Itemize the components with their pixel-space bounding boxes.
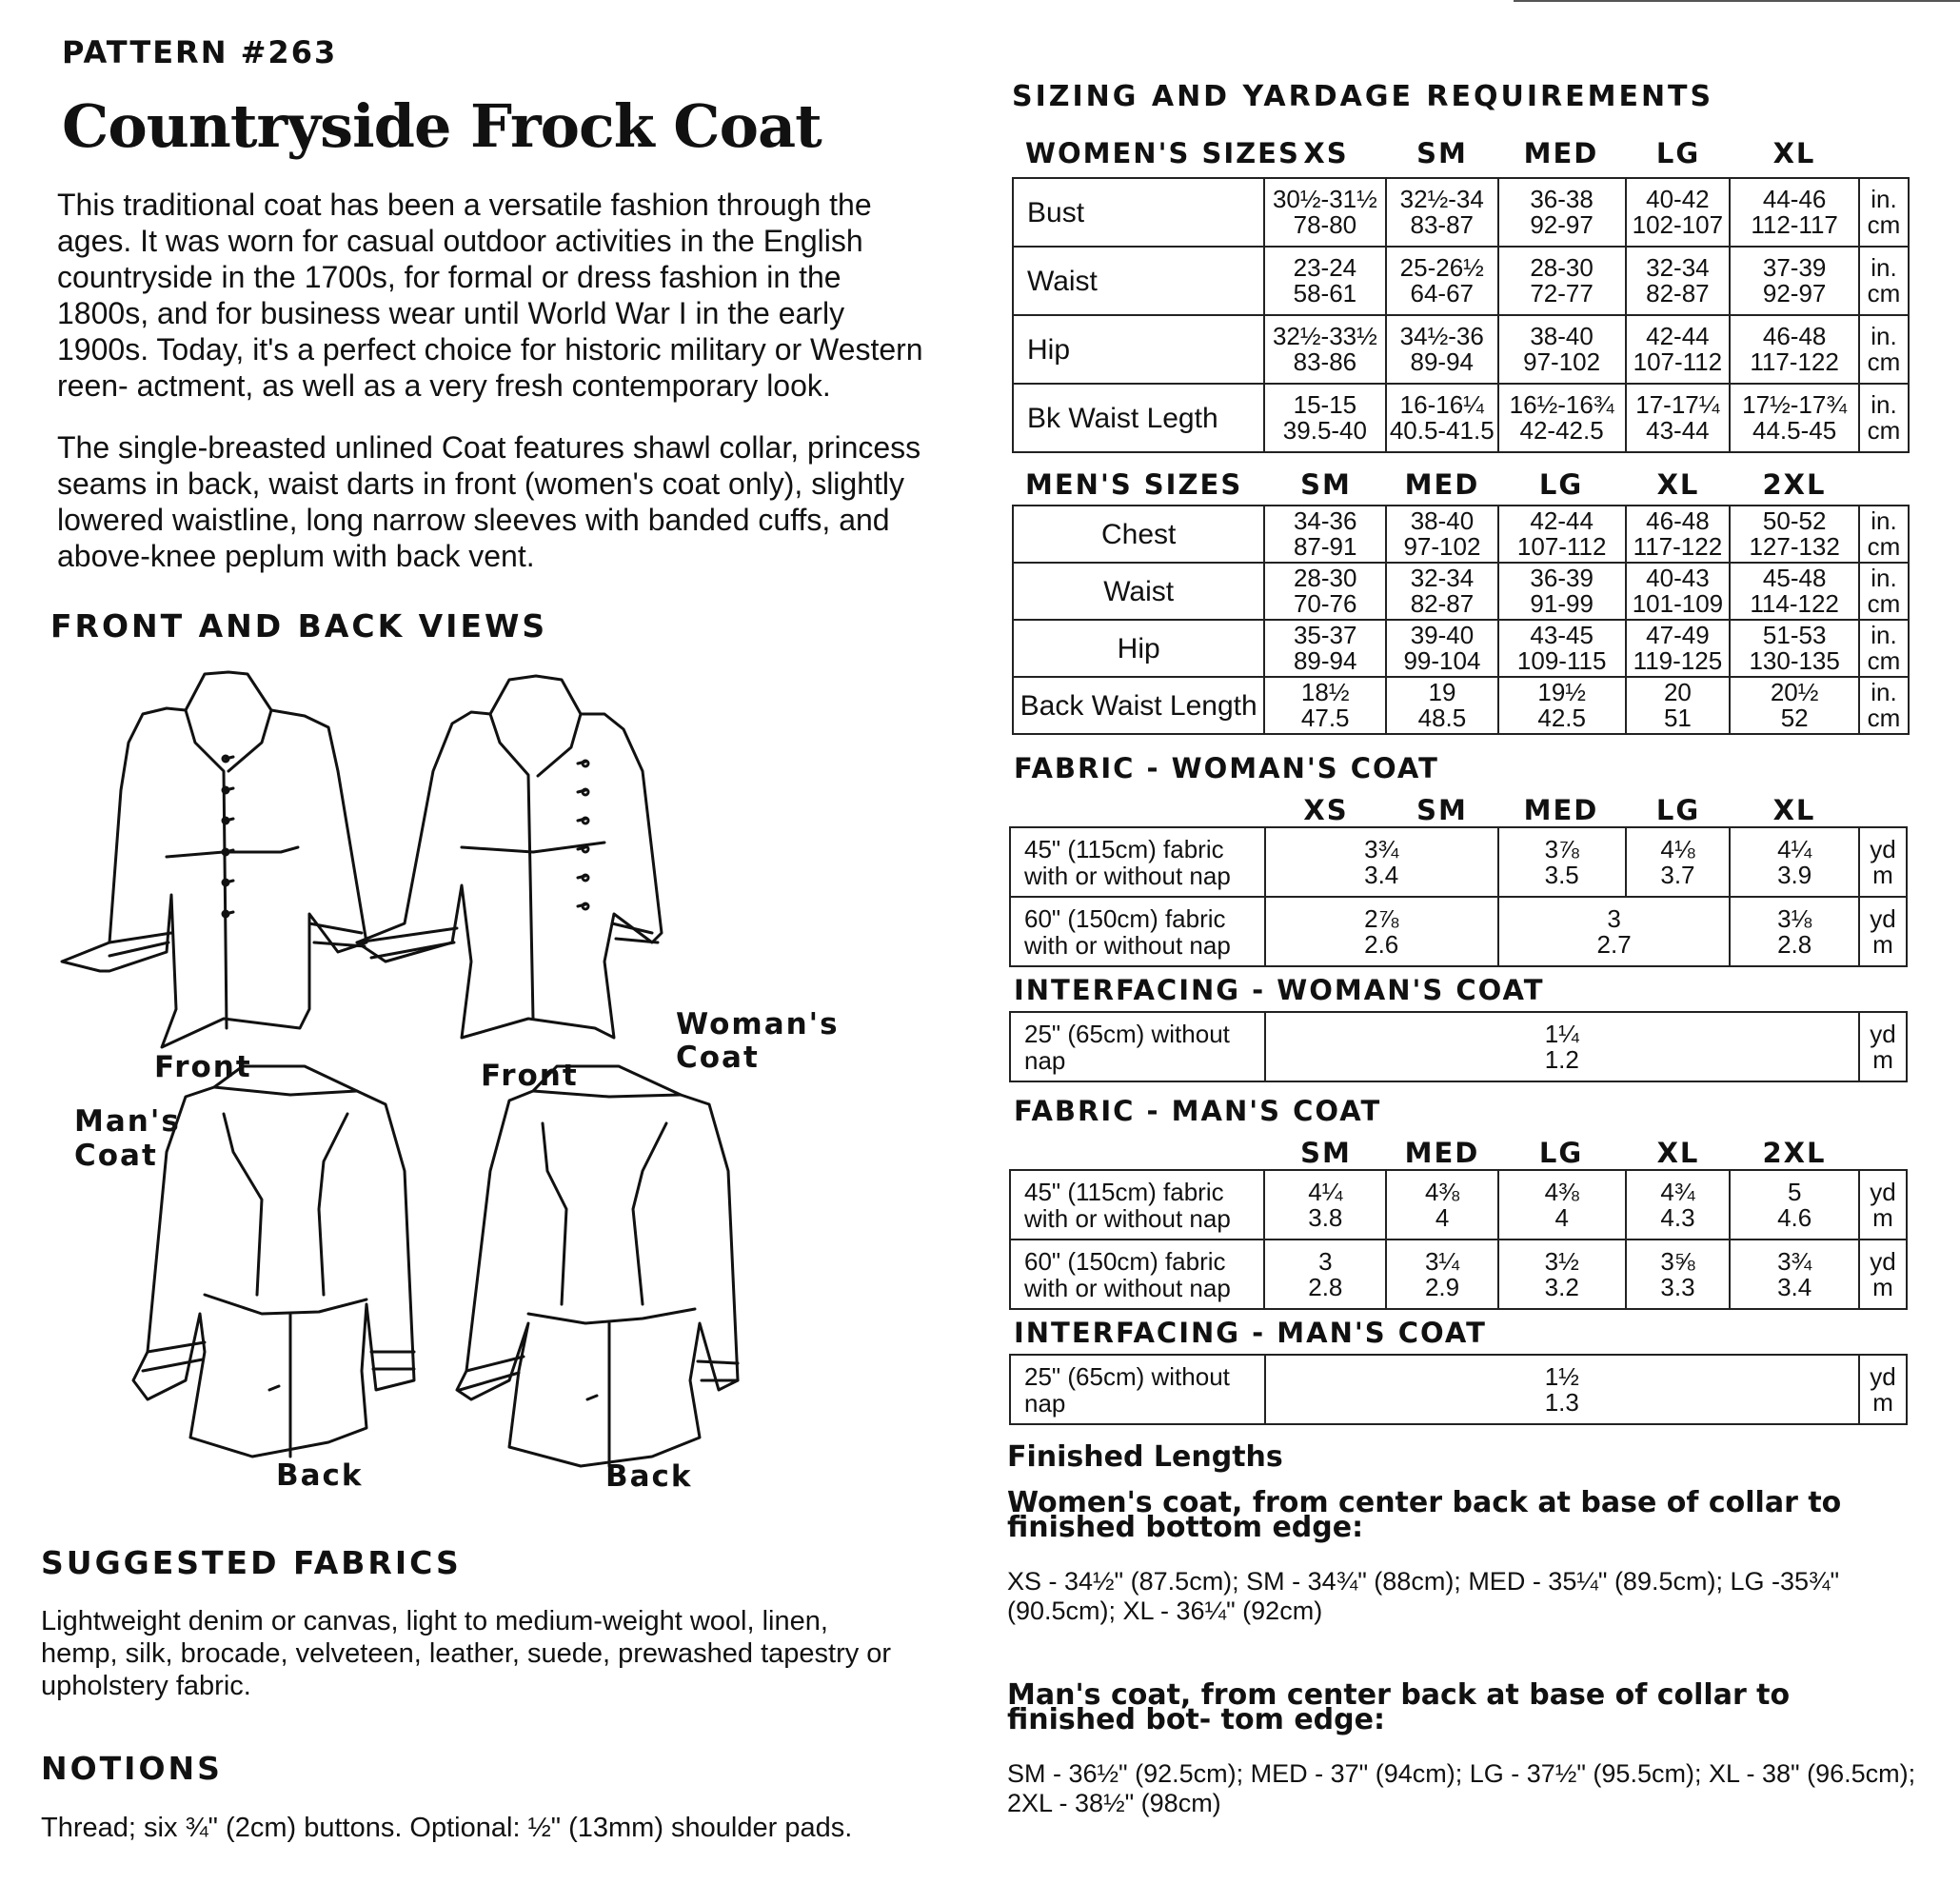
- mens-cell: 38-40 97-102: [1386, 506, 1498, 563]
- notions-text: Thread; six ¾" (2cm) buttons. Optional: ½" (13mm) shoulder pads.: [41, 1813, 853, 1843]
- womens-cell: 17-17¼ 43-44: [1626, 384, 1731, 452]
- fm-col-2xl: 2XL: [1762, 1137, 1827, 1169]
- fw45-unit: yd m: [1859, 827, 1907, 897]
- mens-cell: 34-36 87-91: [1264, 506, 1386, 563]
- mens-sizes-heading: MEN'S SIZES: [1025, 468, 1243, 501]
- mens-cell: 19½ 42.5: [1498, 677, 1626, 734]
- page-title: Countryside Frock Coat: [62, 91, 822, 161]
- fw45-med: 3⅞ 3.5: [1498, 827, 1626, 897]
- womens-cell: 16-16¼ 40.5-41.5: [1386, 384, 1498, 452]
- mens-row: [1013, 563, 1909, 620]
- mens-row-label: Hip: [1013, 620, 1264, 677]
- mens-unit: in. cm: [1859, 677, 1909, 734]
- fm-row45: [1010, 1170, 1907, 1240]
- col-xl: XL: [1772, 137, 1816, 169]
- womens-sizes-table: [1012, 177, 1910, 453]
- iw-unit: yd m: [1859, 1012, 1907, 1081]
- mens-cell: 28-30 70-76: [1264, 563, 1386, 620]
- fm-unit: yd m: [1859, 1170, 1907, 1240]
- fw60-unit: yd m: [1859, 897, 1907, 966]
- women-lengths-text: XS - 34½" (87.5cm); SM - 34¾" (88cm); MED - 35¼" (89.5cm); LG -35¾" (90.5cm); XL - 36¼" (92cm): [1007, 1567, 1840, 1625]
- fw-col-lg: LG: [1655, 794, 1701, 826]
- men-lengths-heading: Man's coat, from center back at base of collar to finished bot- tom edge:: [1007, 1678, 1791, 1736]
- womens-cell: 46-48 117-122: [1730, 315, 1859, 384]
- mens-cell: 32-34 82-87: [1386, 563, 1498, 620]
- fw-col-med: MED: [1523, 794, 1599, 826]
- mans-back-label: Back: [276, 1458, 364, 1493]
- womens-row: [1013, 315, 1909, 384]
- fm-cell: 4¼ 3.8: [1264, 1170, 1386, 1240]
- col-med: MED: [1523, 137, 1599, 169]
- fabric-woman-heading: FABRIC - WOMAN'S COAT: [1014, 752, 1439, 784]
- womens-unit: in. cm: [1859, 247, 1909, 315]
- fm-unit: yd m: [1859, 1240, 1907, 1309]
- col-men-2xl: 2XL: [1762, 468, 1827, 501]
- col-men-xl: XL: [1656, 468, 1700, 501]
- mens-row: [1013, 620, 1909, 677]
- womens-row-label: Bk Waist Legth: [1013, 384, 1264, 452]
- intro-paragraph-1: This traditional coat has been a versatile fashion through the ages. It was worn for casual outdoor activities in the English countryside in the 1700s, for formal or dress fashion in the 1800s, and for business wear until World War I in the early 1900s. Today, it's a perfect choice for historic military or Western reen- actment, as well as a very fresh contemporary look.: [57, 188, 923, 403]
- iw-label: 25" (65cm) without nap: [1010, 1012, 1265, 1081]
- womens-row: [1013, 178, 1909, 247]
- interfacing-woman-heading: INTERFACING - WOMAN'S COAT: [1014, 974, 1545, 1006]
- mans-coat-label-2: Coat: [74, 1139, 158, 1173]
- womans-back-coat-drawing: [457, 1066, 738, 1466]
- mans-front-label: Front: [154, 1050, 252, 1084]
- womens-unit: in. cm: [1859, 384, 1909, 452]
- fm-cell: 3¾ 3.4: [1730, 1240, 1859, 1309]
- interfacing-woman-table: [1009, 1011, 1908, 1082]
- mans-coat-label-1: Man's: [74, 1104, 181, 1139]
- womans-back-label: Back: [605, 1459, 693, 1494]
- womens-row: [1013, 384, 1909, 452]
- fw45-label: 45" (115cm) fabric with or without nap: [1010, 827, 1265, 897]
- womens-unit: in. cm: [1859, 178, 1909, 247]
- fm-col-med: MED: [1404, 1137, 1480, 1169]
- fm-col-lg: LG: [1538, 1137, 1584, 1169]
- womens-cell: 15-15 39.5-40: [1264, 384, 1386, 452]
- fm-col-sm: SM: [1300, 1137, 1352, 1169]
- fw60-med-lg: 3 2.7: [1498, 897, 1730, 966]
- mens-cell: 35-37 89-94: [1264, 620, 1386, 677]
- mens-cell: 36-39 91-99: [1498, 563, 1626, 620]
- women-lengths-heading: Women's coat, from center back at base of collar to finished bottom edge:: [1007, 1486, 1842, 1544]
- finished-lengths-heading: Finished Lengths: [1007, 1440, 1283, 1474]
- mens-cell: 47-49 119-125: [1626, 620, 1731, 677]
- fm-cell: 4¾ 4.3: [1626, 1170, 1731, 1240]
- mens-cell: 42-44 107-112: [1498, 506, 1626, 563]
- fm-cell: 3¼ 2.9: [1386, 1240, 1498, 1309]
- mens-cell: 20½ 52: [1730, 677, 1859, 734]
- womans-coat-label-2: Coat: [676, 1041, 760, 1075]
- womens-row-label: Hip: [1013, 315, 1264, 384]
- mans-front-coat-drawing: [62, 672, 366, 1047]
- mens-unit: in. cm: [1859, 506, 1909, 563]
- notions-heading: NOTIONS: [41, 1750, 223, 1787]
- fw-col-sm: SM: [1416, 794, 1468, 826]
- fw-col-xs: XS: [1303, 794, 1349, 826]
- interfacing-man-heading: INTERFACING - MAN'S COAT: [1014, 1317, 1487, 1349]
- col-men-lg: LG: [1538, 468, 1584, 501]
- fw60-xs-sm: 2⅞ 2.6: [1265, 897, 1498, 966]
- mens-cell: 20 51: [1626, 677, 1731, 734]
- sizing-heading: SIZING AND YARDAGE REQUIREMENTS: [1012, 80, 1714, 113]
- womens-row: [1013, 247, 1909, 315]
- interfacing-man-table: [1009, 1354, 1908, 1425]
- col-men-sm: SM: [1300, 468, 1352, 501]
- mens-row-label: Chest: [1013, 506, 1264, 563]
- mens-cell: 18½ 47.5: [1264, 677, 1386, 734]
- womens-cell: 37-39 92-97: [1730, 247, 1859, 315]
- fw45-xs-sm: 3¾ 3.4: [1265, 827, 1498, 897]
- womans-coat-label-1: Woman's: [676, 1007, 840, 1041]
- womens-row-label: Waist: [1013, 247, 1264, 315]
- womans-front-label: Front: [481, 1059, 579, 1093]
- mens-cell: 51-53 130-135: [1730, 620, 1859, 677]
- womens-row-label: Bust: [1013, 178, 1264, 247]
- fw60-label: 60" (150cm) fabric with or without nap: [1010, 897, 1265, 966]
- fm-cell: 3 2.8: [1264, 1240, 1386, 1309]
- womens-cell: 42-44 107-112: [1626, 315, 1731, 384]
- fabric-man-table: [1009, 1169, 1908, 1310]
- mens-row: [1013, 506, 1909, 563]
- womens-sizes-heading: WOMEN'S SIZES: [1025, 137, 1300, 169]
- men-lengths-text: SM - 36½" (92.5cm); MED - 37" (94cm); LG - 37½" (95.5cm); XL - 38" (96.5cm); 2XL - 38½" (98cm): [1007, 1759, 1916, 1817]
- fm-row60-label: 60" (150cm) fabric with or without nap: [1010, 1240, 1264, 1309]
- womans-front-coat-drawing: [357, 676, 662, 1038]
- fm-cell: 4⅜ 4: [1386, 1170, 1498, 1240]
- fm-cell: 3½ 3.2: [1498, 1240, 1626, 1309]
- fm-cell: 5 4.6: [1730, 1170, 1859, 1240]
- womens-cell: 16½-16¾ 42-42.5: [1498, 384, 1626, 452]
- fw-col-xl: XL: [1772, 794, 1816, 826]
- mens-cell: 39-40 99-104: [1386, 620, 1498, 677]
- mens-cell: 43-45 109-115: [1498, 620, 1626, 677]
- womens-cell: 38-40 97-102: [1498, 315, 1626, 384]
- fm-cell: 3⅝ 3.3: [1626, 1240, 1731, 1309]
- mens-cell: 40-43 101-109: [1626, 563, 1731, 620]
- iw-value: 1¼ 1.2: [1265, 1012, 1859, 1081]
- top-rule: [1514, 0, 1960, 2]
- col-lg: LG: [1655, 137, 1701, 169]
- mens-sizes-table: [1012, 505, 1910, 735]
- suggested-fabrics-text: Lightweight denim or canvas, light to medium-weight wool, linen, hemp, silk, brocade, velveteen, leather, suede, prewashed tapestry or upholstery fabric.: [41, 1606, 892, 1701]
- fm-cell: 4⅜ 4: [1498, 1170, 1626, 1240]
- suggested-fabrics-heading: SUGGESTED FABRICS: [41, 1544, 462, 1581]
- fabric-man-heading: FABRIC - MAN'S COAT: [1014, 1095, 1382, 1127]
- womens-cell: 44-46 112-117: [1730, 178, 1859, 247]
- mens-cell: 50-52 127-132: [1730, 506, 1859, 563]
- mens-unit: in. cm: [1859, 620, 1909, 677]
- womens-cell: 23-24 58-61: [1264, 247, 1386, 315]
- mens-cell: 45-48 114-122: [1730, 563, 1859, 620]
- fw45-xl: 4¼ 3.9: [1730, 827, 1859, 897]
- col-xs: XS: [1303, 137, 1349, 169]
- fm-row45-label: 45" (115cm) fabric with or without nap: [1010, 1170, 1264, 1240]
- mens-row: [1013, 677, 1909, 734]
- womens-cell: 28-30 72-77: [1498, 247, 1626, 315]
- womens-cell: 40-42 102-107: [1626, 178, 1731, 247]
- mens-row-label: Back Waist Length: [1013, 677, 1264, 734]
- mens-row-label: Waist: [1013, 563, 1264, 620]
- womens-cell: 32-34 82-87: [1626, 247, 1731, 315]
- fw45-lg: 4⅛ 3.7: [1626, 827, 1731, 897]
- pattern-number: PATTERN #263: [62, 34, 338, 70]
- womens-cell: 36-38 92-97: [1498, 178, 1626, 247]
- womens-cell: 34½-36 89-94: [1386, 315, 1498, 384]
- womens-cell: 25-26½ 64-67: [1386, 247, 1498, 315]
- mens-unit: in. cm: [1859, 563, 1909, 620]
- col-men-med: MED: [1404, 468, 1480, 501]
- im-unit: yd m: [1859, 1355, 1907, 1424]
- mens-cell: 46-48 117-122: [1626, 506, 1731, 563]
- fm-row60: [1010, 1240, 1907, 1309]
- mens-cell: 19 48.5: [1386, 677, 1498, 734]
- fabric-woman-table: [1009, 826, 1908, 967]
- views-heading: FRONT AND BACK VIEWS: [50, 607, 548, 645]
- womens-cell: 32½-33½ 83-86: [1264, 315, 1386, 384]
- womens-unit: in. cm: [1859, 315, 1909, 384]
- fw60-xl: 3⅛ 2.8: [1730, 897, 1859, 966]
- fm-col-xl: XL: [1656, 1137, 1700, 1169]
- intro-paragraph-2: The single-breasted unlined Coat features shawl collar, princess seams in back, waist darts in front (women's coat only), slightly lowered waistline, long narrow sleeves with banded cuffs, and above-knee peplum with back vent.: [57, 430, 921, 573]
- womens-cell: 32½-34 83-87: [1386, 178, 1498, 247]
- im-label: 25" (65cm) without nap: [1010, 1355, 1265, 1424]
- womens-cell: 30½-31½ 78-80: [1264, 178, 1386, 247]
- womens-cell: 17½-17¾ 44.5-45: [1730, 384, 1859, 452]
- col-sm: SM: [1416, 137, 1468, 169]
- im-value: 1½ 1.3: [1265, 1355, 1859, 1424]
